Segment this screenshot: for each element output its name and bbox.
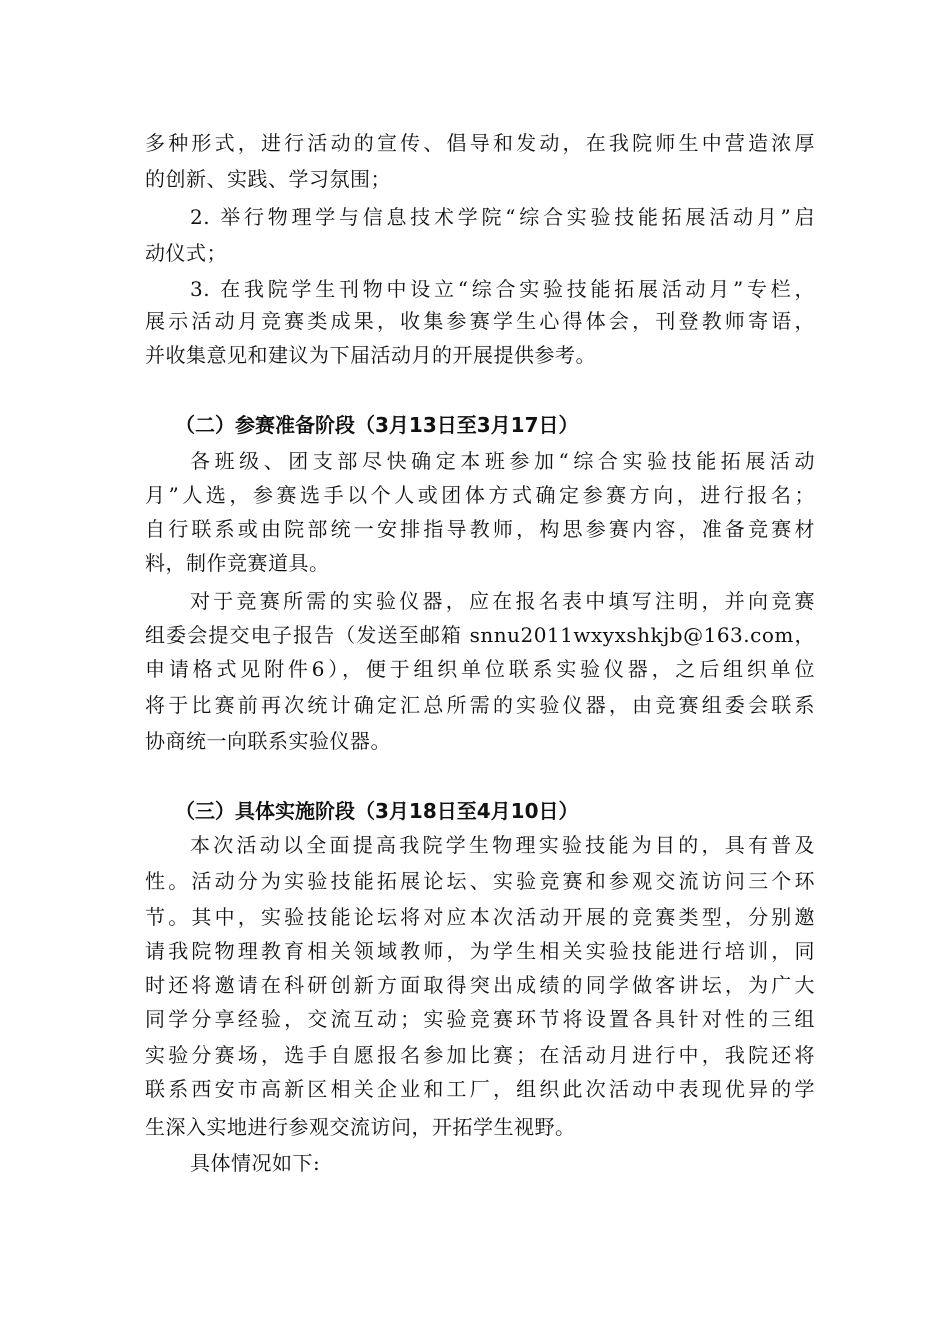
paragraph-line: 并收集意见和建议为下届活动月的开展提供参考。 bbox=[145, 343, 596, 367]
section-heading-3: （三）具体实施阶段（3月18日至4月10日） bbox=[175, 799, 579, 823]
section-heading-2: （二）参赛准备阶段（3月13日至3月17日） bbox=[175, 413, 579, 437]
paragraph-line: 请我院物理教育相关领域教师，为学生相关实验技能进行培训，同 bbox=[145, 939, 815, 963]
paragraph-line: 联系西安市高新区相关企业和工厂，组织此次活动中表现优异的学 bbox=[145, 1077, 815, 1101]
paragraph-line: 生深入实地进行参观交流访问，开拓学生视野。 bbox=[145, 1115, 576, 1139]
paragraph-line: 对于竞赛所需的实验仪器，应在报名表中填写注明，并向竞赛 bbox=[190, 589, 815, 613]
paragraph-line: 将于比赛前再次统计确定汇总所需的实验仪器，由竞赛组委会联系 bbox=[145, 693, 815, 717]
paragraph-line: 多种形式，进行活动的宣传、倡导和发动，在我院师生中营造浓厚 bbox=[145, 131, 815, 155]
paragraph-line: 各班级、团支部尽快确定本班参加“综合实验技能拓展活动 bbox=[190, 449, 815, 473]
paragraph-line: 本次活动以全面提高我院学生物理实验技能为目的，具有普及 bbox=[190, 833, 815, 857]
paragraph-line: 申请格式见附件6），便于组织单位联系实验仪器，之后组织单位 bbox=[145, 657, 815, 681]
paragraph-line: 节。其中，实验技能论坛将对应本次活动开展的竞赛类型，分别邀 bbox=[145, 905, 815, 929]
paragraph-line: 同学分享经验，交流互动；实验竞赛环节将设置各具针对性的三组 bbox=[145, 1007, 815, 1031]
paragraph-line: 实验分赛场，选手自愿报名参加比赛；在活动月进行中，我院还将 bbox=[145, 1043, 815, 1067]
list-item-2: 2. 举行物理学与信息技术学院“综合实验技能拓展活动月”启 bbox=[190, 205, 815, 229]
paragraph-line: 自行联系或由院部统一安排指导教师，构思参赛内容，准备竞赛材 bbox=[145, 517, 815, 541]
paragraph-line: 性。活动分为实验技能拓展论坛、实验竞赛和参观交流访问三个环 bbox=[145, 869, 815, 893]
paragraph-line: 时还将邀请在科研创新方面取得突出成绩的同学做客讲坛，为广大 bbox=[145, 973, 815, 997]
paragraph-line: 料，制作竞赛道具。 bbox=[145, 551, 330, 575]
paragraph-line: 展示活动月竞赛类成果，收集参赛学生心得体会，刊登教师寄语， bbox=[145, 309, 815, 333]
paragraph-line: 月”人选，参赛选手以个人或团体方式确定参赛方向，进行报名； bbox=[145, 483, 815, 507]
paragraph-line: 协商统一向联系实验仪器。 bbox=[145, 729, 391, 753]
paragraph-line: 组委会提交电子报告（发送至邮箱 snnu2011wxyxshkjb@163.com， bbox=[145, 623, 815, 647]
paragraph-line: 动仪式； bbox=[145, 241, 227, 265]
paragraph-line: 具体情况如下: bbox=[190, 1151, 321, 1175]
list-item-3: 3. 在我院学生刊物中设立“综合实验技能拓展活动月”专栏， bbox=[190, 277, 815, 301]
paragraph-line: 的创新、实践、学习氛围； bbox=[145, 167, 391, 191]
